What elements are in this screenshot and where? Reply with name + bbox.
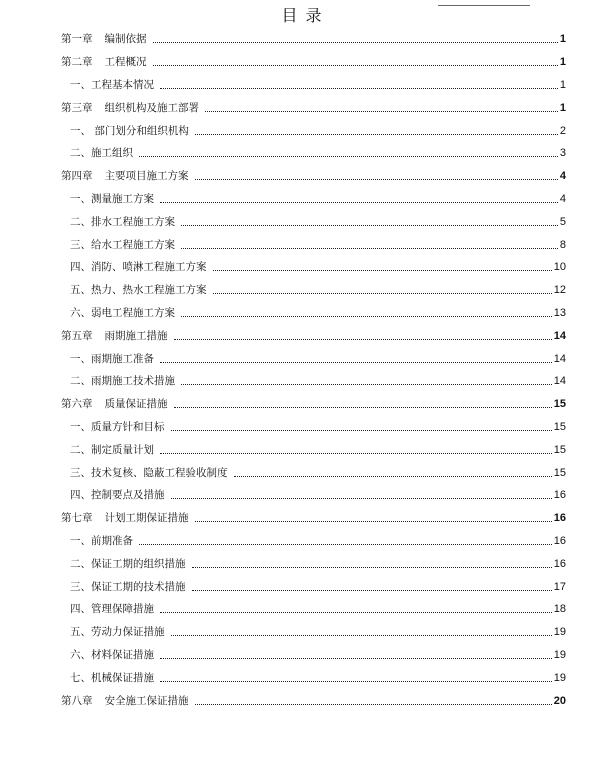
page-number: 16 (553, 489, 566, 502)
entry-title: 雨期施工措施 (104, 329, 168, 342)
toc-chapter-entry[interactable] (61, 165, 566, 188)
toc-entry-label (61, 512, 195, 524)
dot-leader (213, 269, 552, 271)
page-number: 4 (559, 192, 566, 205)
entry-title: 五、劳动力保证措施 (70, 626, 165, 639)
toc-section-entry[interactable] (61, 552, 566, 575)
entry-title: 一、雨期施工准备 (70, 352, 154, 365)
chapter-number: 第八章 (61, 694, 93, 707)
toc-entry-label (70, 603, 160, 615)
toc-section-entry[interactable] (61, 484, 566, 507)
toc-entry-label (70, 239, 181, 251)
page-number: 1 (559, 33, 566, 46)
entry-title: 安全施工保证措施 (104, 694, 189, 707)
page-number: 15 (553, 466, 566, 479)
toc-entry-label (70, 216, 181, 228)
toc-entry-label (70, 581, 192, 593)
toc-section-entry[interactable] (61, 210, 566, 233)
page-number: 14 (553, 352, 566, 365)
entry-title: 编制依据 (104, 33, 147, 46)
toc-entry-label (70, 672, 160, 684)
page-number: 19 (553, 626, 566, 639)
page-number: 17 (553, 580, 566, 593)
dot-leader (160, 87, 558, 89)
dot-leader (160, 201, 558, 203)
dot-leader (160, 452, 552, 454)
dot-leader (195, 178, 558, 180)
chapter-number: 第一章 (61, 33, 93, 46)
toc-entry-label (70, 147, 139, 159)
page-number: 15 (553, 443, 566, 456)
page-number: 19 (553, 671, 566, 684)
entry-title: 二、制定质量计划 (70, 443, 154, 456)
toc-section-entry[interactable] (61, 119, 566, 142)
dot-leader (139, 155, 558, 157)
entry-title: 七、机械保证措施 (70, 671, 154, 684)
entry-title: 一、工程基本情况 (70, 78, 154, 91)
dot-leader (174, 406, 552, 408)
entry-title: 六、弱电工程施工方案 (70, 306, 175, 319)
toc-entry-label (61, 170, 195, 182)
dot-leader (213, 292, 552, 294)
toc-entry-label (61, 33, 153, 45)
page-number: 14 (553, 375, 566, 388)
toc-section-entry[interactable] (61, 256, 566, 279)
toc-section-entry[interactable] (61, 302, 566, 325)
dot-leader (195, 703, 552, 705)
toc-entry-label (70, 558, 192, 570)
toc-section-entry[interactable] (61, 575, 566, 598)
page-number: 1 (559, 101, 566, 114)
toc-entry-label (70, 193, 160, 205)
page-number: 5 (559, 215, 566, 228)
entry-title: 四、管理保障措施 (70, 603, 154, 616)
toc-entry-label (70, 353, 160, 365)
dot-leader (139, 543, 552, 545)
chapter-number: 第四章 (61, 170, 93, 183)
entry-title: 五、热力、热水工程施工方案 (70, 284, 207, 297)
toc-section-entry[interactable] (61, 530, 566, 553)
toc-entry-label (61, 398, 174, 410)
page-number: 10 (553, 261, 566, 274)
dot-leader (205, 110, 558, 112)
entry-title: 质量保证措施 (104, 398, 168, 411)
entry-title: 二、雨期施工技术措施 (70, 375, 175, 388)
toc-chapter-entry[interactable] (61, 324, 566, 347)
toc-entry-label (70, 261, 213, 273)
toc-section-entry[interactable] (61, 370, 566, 393)
entry-title: 一、测量施工方案 (70, 192, 154, 205)
entry-title: 二、保证工期的组织措施 (70, 557, 186, 570)
dot-leader (153, 41, 558, 43)
toc-chapter-entry[interactable] (61, 393, 566, 416)
toc-chapter-entry[interactable] (61, 507, 566, 530)
entry-title: 一、 部门划分和组织机构 (70, 124, 189, 137)
entry-title: 四、消防、喷淋工程施工方案 (70, 261, 207, 274)
toc-entry-label (70, 307, 181, 319)
entry-title: 六、材料保证措施 (70, 648, 154, 661)
toc-entry-label (61, 102, 205, 114)
page-number: 16 (553, 534, 566, 547)
toc-section-entry[interactable] (61, 644, 566, 667)
page-number: 8 (559, 238, 566, 251)
chapter-number: 第二章 (61, 56, 93, 69)
toc-entry-label (70, 421, 171, 433)
toc-entry-label (70, 467, 234, 479)
dot-leader (171, 497, 552, 499)
toc-section-entry[interactable] (61, 438, 566, 461)
entry-title: 三、给水工程施工方案 (70, 238, 175, 251)
toc-entry-label (70, 626, 171, 638)
toc-section-entry[interactable] (61, 416, 566, 439)
toc-entry-label (61, 330, 174, 342)
dot-leader (174, 338, 552, 340)
page-number: 15 (553, 420, 566, 433)
toc-entry-label (70, 649, 160, 661)
page-number: 1 (559, 78, 566, 91)
entry-title: 一、前期准备 (70, 534, 133, 547)
page-number: 18 (553, 603, 566, 616)
page-number: 1 (559, 56, 566, 69)
page-number: 4 (559, 170, 566, 183)
toc-entry-label (70, 489, 171, 501)
page-number: 16 (553, 557, 566, 570)
chapter-number: 第六章 (61, 398, 93, 411)
toc-section-entry[interactable] (61, 233, 566, 256)
dot-leader (171, 429, 552, 431)
dot-leader (181, 224, 558, 226)
toc-section-entry[interactable] (61, 74, 566, 97)
toc-chapter-entry[interactable] (61, 51, 566, 74)
entry-title: 组织机构及施工部署 (104, 101, 199, 114)
dot-leader (160, 680, 552, 682)
entry-title: 三、保证工期的技术措施 (70, 580, 186, 593)
page-number: 13 (553, 306, 566, 319)
chapter-number: 第三章 (61, 101, 93, 114)
toc-section-entry[interactable] (61, 666, 566, 689)
toc-entry-label (61, 56, 153, 68)
entry-title: 计划工期保证措施 (104, 512, 189, 525)
entry-title: 三、技术复核、隐蔽工程验收制度 (70, 466, 228, 479)
page-number: 12 (553, 284, 566, 297)
page-number: 14 (553, 329, 566, 342)
toc-section-entry[interactable] (61, 142, 566, 165)
page-number: 15 (553, 398, 566, 411)
dot-leader (181, 383, 552, 385)
toc-section-entry[interactable] (61, 347, 566, 370)
toc-chapter-entry[interactable] (61, 689, 566, 712)
dot-leader (160, 657, 552, 659)
dot-leader (181, 315, 552, 317)
entry-title: 主要项目施工方案 (104, 170, 189, 183)
table-of-contents (61, 28, 566, 712)
dot-leader (171, 634, 552, 636)
toc-section-entry[interactable] (61, 598, 566, 621)
toc-section-entry[interactable] (61, 188, 566, 211)
page-number: 19 (553, 648, 566, 661)
page-title: 目录 (281, 6, 330, 25)
dot-leader (181, 247, 558, 249)
toc-chapter-entry[interactable] (61, 96, 566, 119)
dot-leader (160, 361, 552, 363)
page-number: 2 (559, 124, 566, 137)
dot-leader (195, 520, 552, 522)
entry-title: 二、施工组织 (70, 147, 133, 160)
chapter-number: 第五章 (61, 329, 93, 342)
chapter-number: 第七章 (61, 512, 93, 525)
entry-title: 二、排水工程施工方案 (70, 215, 175, 228)
toc-section-entry[interactable] (61, 279, 566, 302)
toc-entry-label (70, 535, 139, 547)
toc-entry-label (70, 125, 195, 137)
dot-leader (195, 133, 558, 135)
toc-entry-label (70, 284, 213, 296)
toc-entry-label (70, 444, 160, 456)
dot-leader (192, 566, 552, 568)
toc-section-entry[interactable] (61, 621, 566, 644)
dot-leader (153, 64, 558, 66)
entry-title: 四、控制要点及措施 (70, 489, 165, 502)
toc-entry-label (61, 695, 195, 707)
dot-leader (192, 589, 552, 591)
toc-chapter-entry[interactable] (61, 28, 566, 51)
page-number: 20 (553, 694, 566, 707)
entry-title: 工程概况 (104, 56, 147, 69)
toc-entry-label (70, 79, 160, 91)
entry-title: 一、质量方针和目标 (70, 420, 165, 433)
toc-entry-label (70, 375, 181, 387)
page-number: 3 (559, 147, 566, 160)
page-number: 16 (553, 512, 566, 525)
dot-leader (234, 475, 552, 477)
dot-leader (160, 611, 552, 613)
toc-section-entry[interactable] (61, 461, 566, 484)
